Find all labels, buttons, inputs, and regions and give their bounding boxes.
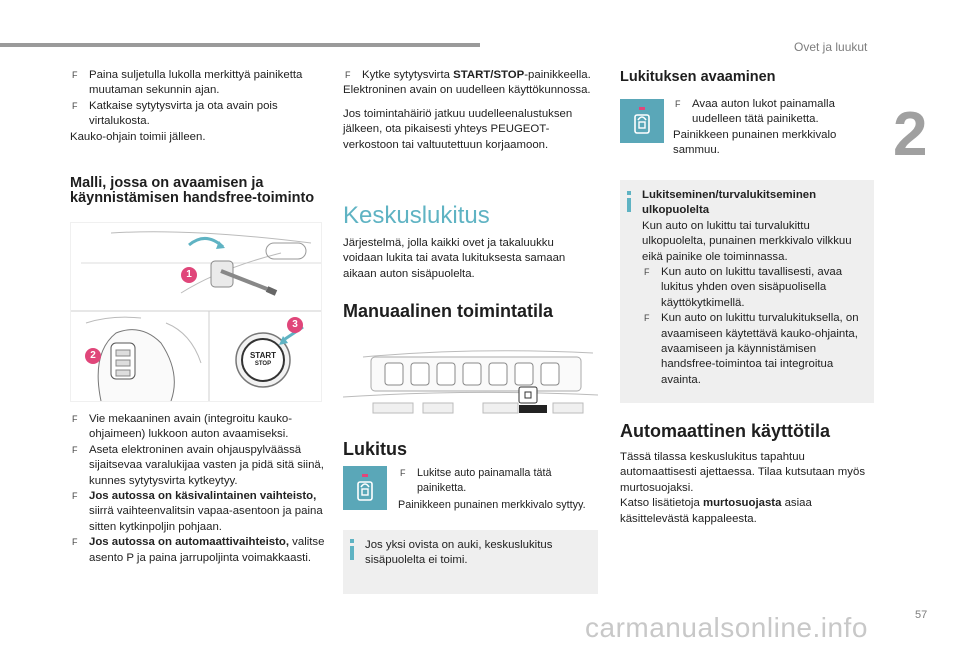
step-badge-2: 2	[85, 348, 101, 364]
column-1	[70, 68, 328, 145]
auto-mode-heading: Automaattinen käyttötila	[620, 421, 831, 441]
lock-heading: Lukitus	[343, 439, 408, 459]
key-bullet-4-bold: Jos autossa on automaattivaihteisto,	[89, 536, 290, 549]
info-bullet-2: F Kun auto on lukittu turvalukituksella, on avaamiseen käytettävä kauko-ohjainta, avaamiseen ja käynnistämisen handsfree-toimintoa tai integroitua avainta.	[642, 311, 870, 388]
intro-bullet-2: F Katkaise sytytysvirta ja ota avain pois virtalukosta.	[70, 99, 328, 130]
key-bullet-2-text: Aseta elektroninen avain ohjauspylväässä sijaitsevaa varalukijaa vasten ja pidä sitä siinä, kunnes sytytysvirta kytkeytyy.	[89, 443, 324, 487]
illustration-graphic	[71, 223, 321, 401]
key-bullet-1	[70, 412, 328, 443]
auto-mode-body	[620, 450, 872, 527]
lock-icon	[343, 466, 387, 510]
chapter-number: 2	[893, 100, 928, 169]
auto-mode-text: Tässä tilassa keskuslukitus tapahtuu automaattisesti ajettaessa. Tilaa kutsutaan myös murtosuojaksi.	[620, 451, 866, 494]
column-2	[343, 68, 599, 153]
intro-note: Kauko-ohjain toimii jälleen.	[70, 130, 206, 143]
unlock-note: Painikkeen punainen merkkivalo sammuu.	[673, 129, 837, 157]
info-icon-bar	[350, 546, 354, 560]
startstop-suffix: -painikkeella.	[524, 69, 591, 81]
unlock-bullet: F Avaa auton lukot painamalla uudelleen tätä painiketta.	[673, 97, 869, 128]
para-malfunction: Jos toimintahäiriö jatkuu uudelleenalustuksen jälkeen, ota pikaisesti yhteys PEUGEOT-verkostoon tai valtuutettuun korjaamoon.	[343, 107, 573, 151]
key-bullet-4-text: valitse asento P ja paina jarrupoljinta voimakkaasti.	[89, 536, 325, 564]
para-key-usable: Elektroninen avain on uudelleen käyttökunnossa.	[343, 84, 591, 97]
auto-ref-bold: murtosuojasta	[702, 497, 782, 510]
info-box-text: Kun auto on lukittu tai turvalukittu ulkopuolelta, punainen merkkivalo vilkkuu eikä painike ole toiminnassa.	[642, 219, 852, 263]
section-title: Ovet ja luukut	[794, 40, 868, 54]
info-icon-bar-2	[627, 198, 631, 212]
stop-label: STOP	[254, 361, 272, 367]
info-box-door-open	[343, 530, 598, 594]
unlock-instructions	[673, 97, 869, 128]
key-illustration	[70, 222, 322, 402]
lock-button-icon	[343, 466, 387, 510]
header-rule	[0, 43, 480, 47]
lock-instructions	[398, 466, 600, 497]
intro-bullet-1: F Paina suljetulla lukolla merkittyä painiketta muutaman sekunnin ajan.	[70, 68, 328, 99]
info-icon	[350, 539, 354, 543]
startstop-bullet	[343, 68, 599, 83]
central-locking-text: Järjestelmä, jolla kaikki ovet ja takaluukku voidaan lukita tai avata lukituksesta samaan aikaan auton sisäpuolelta.	[343, 237, 566, 280]
lock-bullet: F Lukitse auto painamalla tätä painiketta.	[398, 466, 600, 497]
watermark: carmanualsonline.info	[585, 612, 868, 643]
auto-ref-suffix: asiaa käsittelevästä kappaleesta.	[620, 497, 812, 525]
key-bullet-2	[70, 443, 328, 489]
unlock-icon	[620, 99, 664, 143]
key-bullet-4	[70, 535, 328, 566]
start-label: START	[249, 351, 277, 360]
key-bullet-3-text: siirrä vaihteenvalitsin vapaa-asentoon ja paina sitten kytkinpoljin pohjaan.	[89, 505, 323, 533]
step-badge-1: 1	[181, 267, 197, 283]
info-icon-2	[627, 191, 631, 195]
start-stop-label	[245, 351, 281, 369]
auto-mode-ref	[620, 496, 872, 527]
manual-mode-heading: Manuaalinen toimintatila	[343, 301, 554, 321]
handsfree-heading: Malli, jossa on avaamisen ja käynnistämisen handsfree-toiminto	[70, 175, 315, 206]
step-badge-3: 3	[287, 317, 303, 333]
info-bullet-1: F Kun auto on lukittu tavallisesti, avaa lukitus yhden oven sisäpuolisella käyttökytkimellä.	[642, 265, 870, 311]
startstop-bold: START/STOP	[453, 69, 525, 81]
info-box-content	[642, 188, 870, 388]
switch-panel-graphic	[343, 345, 598, 423]
unlock-button-icon	[620, 99, 664, 143]
page-number: 57	[915, 609, 928, 621]
info-door-text: Jos yksi ovista on auki, keskuslukitus sisäpuolelta ei toimi.	[365, 539, 553, 567]
lock-note: Painikkeen punainen merkkivalo syttyy.	[398, 499, 586, 511]
key-bullet-3-bold: Jos autossa on käsivalintainen vaihteisto,	[89, 490, 317, 503]
switch-panel-illustration	[343, 345, 598, 423]
startstop-prefix: Kytke sytytysvirta	[362, 69, 454, 81]
unlock-heading: Lukituksen avaaminen	[620, 69, 776, 85]
key-bullet-1-text: Vie mekaaninen avain (integroitu kauko-ohjaimeen) lukkoon auton avaamiseksi.	[89, 413, 293, 441]
info-box-external-locking	[620, 180, 874, 403]
column-1-bullets	[70, 412, 328, 566]
info-box-title: Lukitseminen/turvalukitseminen ulkopuolelta	[642, 189, 817, 217]
auto-ref-prefix: Katso lisätietoja	[620, 497, 703, 510]
key-bullet-3	[70, 489, 328, 535]
central-locking-title: Keskuslukitus	[343, 202, 490, 229]
